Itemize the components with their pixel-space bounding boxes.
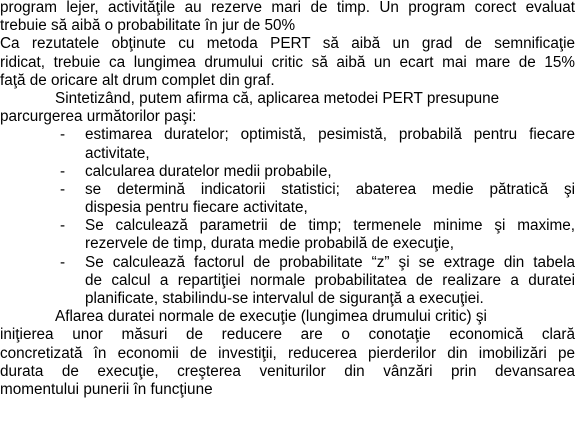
text-line: iniţierea unor măsuri de reducere are o conotaţie economică clară — [0, 326, 575, 344]
list-item — [0, 181, 575, 199]
text-line: concretizată în economii de investiţii, reducerea pierderilor din imobilizări pe — [0, 344, 575, 362]
bullet-dash: - — [60, 217, 66, 235]
text-line: parcurgerea următorilor paşi: — [0, 108, 197, 126]
list-item-continuation: rezervele de timp, durata medie probabilă de execuţie, — [85, 235, 455, 253]
bullet-dash: - — [60, 253, 66, 271]
list-item-text: calcularea duratelor medii probabile, — [85, 162, 332, 180]
list-item — [0, 126, 575, 144]
list-item-continuation: activitate, — [85, 144, 150, 162]
text-line: ridicat, trebuie ca lungimea drumului critic să aibă un ecart mai mare de 15% — [0, 53, 575, 71]
list-item-text: Se calculează parametrii de timp; termenele minime şi maxime, — [85, 217, 575, 235]
list-item — [0, 217, 575, 235]
list-item-continuation: planificate, stabilindu-se intervalul de siguranţă a execuţiei. — [85, 290, 484, 307]
list-item-continuation: dispesia pentru fiecare activitate, — [85, 199, 308, 217]
list-item-text: se determină indicatorii statistici; abaterea medie pătratică şi — [85, 180, 575, 198]
text-line: durata de execuţie, creşterea veniturilor din vânzări prin devansarea — [0, 362, 575, 380]
list-item — [0, 163, 575, 181]
list-item-text: estimarea duratelor; optimistă, pesimistă, probabilă pentru fiecare — [85, 126, 575, 144]
text-line-indented: Sintetizând, putem afirma că, aplicarea metodei PERT presupune — [55, 89, 500, 107]
text-line: trebuie să aibă o probabilitate în jur de 50% — [0, 17, 296, 35]
list-item — [0, 254, 575, 272]
bullet-dash: - — [60, 180, 66, 198]
text-line: program lejer, activităţile au rezerve mari de timp. Un program corect evaluat — [0, 0, 575, 16]
text-line-indented: Aflarea duratei normale de execuţie (lungimea drumului critic) şi — [55, 308, 487, 326]
bullet-dash: - — [60, 126, 66, 144]
list-item-text: Se calculează factorul de probabilitate “z” şi se extrage din tabela — [85, 253, 575, 271]
text-line: Ca rezutatele obţinute cu metoda PERT să aibă un grad de semnificaţie — [0, 35, 575, 53]
text-line: faţă de oricare alt drum complet din graf. — [0, 71, 275, 89]
bullet-dash: - — [60, 162, 66, 180]
text-line: momentului punerii în funcţiune — [0, 380, 213, 398]
list-item-continuation: de calcul a repartiţiei normale probabilitatea de realizare a duratei — [85, 271, 575, 289]
